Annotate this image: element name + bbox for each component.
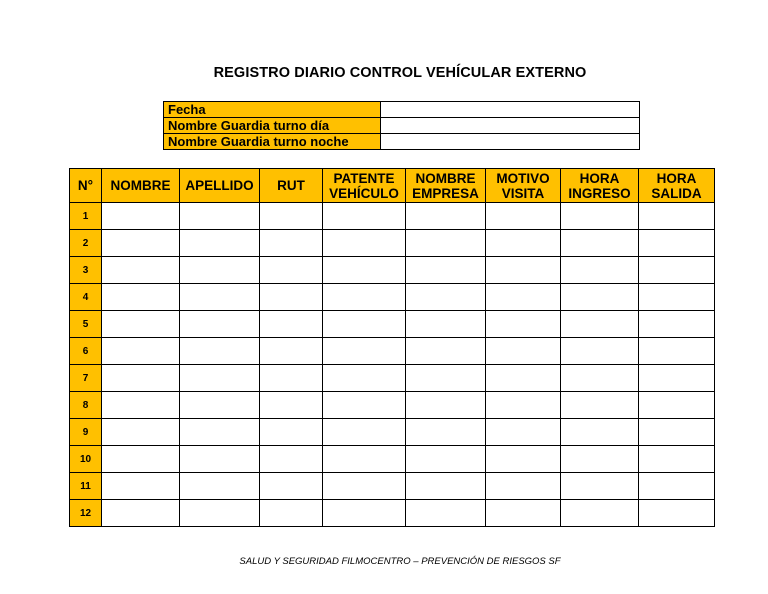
table-row: [70, 311, 715, 338]
cell-rut[interactable]: [260, 473, 323, 500]
table-row: [70, 446, 715, 473]
cell-empresa[interactable]: [406, 230, 486, 257]
cell-nombre[interactable]: [102, 365, 180, 392]
cell-empresa[interactable]: [406, 365, 486, 392]
header-nombre: NOMBRE: [102, 169, 180, 203]
cell-salida[interactable]: [639, 257, 715, 284]
row-number: 10: [70, 446, 102, 473]
guardia-noche-label: Nombre Guardia turno noche: [164, 134, 381, 150]
cell-rut[interactable]: [260, 338, 323, 365]
cell-patente[interactable]: [323, 230, 406, 257]
cell-ingreso[interactable]: [561, 365, 639, 392]
cell-rut[interactable]: [260, 365, 323, 392]
cell-ingreso[interactable]: [561, 230, 639, 257]
guardia-noche-field[interactable]: [381, 134, 640, 150]
cell-salida[interactable]: [639, 365, 715, 392]
cell-motivo[interactable]: [486, 203, 561, 230]
table-row: [70, 284, 715, 311]
header-patente-vehiculo: PATENTE VEHÍCULO: [323, 169, 406, 203]
table-row: [70, 473, 715, 500]
cell-rut[interactable]: [260, 203, 323, 230]
row-number: 4: [70, 284, 102, 311]
cell-motivo[interactable]: [486, 257, 561, 284]
cell-motivo[interactable]: [486, 500, 561, 527]
cell-patente[interactable]: [323, 392, 406, 419]
cell-salida[interactable]: [639, 446, 715, 473]
cell-apellido[interactable]: [180, 392, 260, 419]
cell-nombre[interactable]: [102, 284, 180, 311]
table-row: [70, 338, 715, 365]
cell-apellido[interactable]: [180, 203, 260, 230]
info-row-fecha: [164, 102, 640, 118]
row-number: 3: [70, 257, 102, 284]
cell-apellido[interactable]: [180, 257, 260, 284]
cell-nombre[interactable]: [102, 446, 180, 473]
cell-motivo[interactable]: [486, 284, 561, 311]
fecha-label: Fecha: [164, 102, 381, 118]
row-number: 5: [70, 311, 102, 338]
cell-ingreso[interactable]: [561, 473, 639, 500]
cell-nombre[interactable]: [102, 257, 180, 284]
cell-motivo[interactable]: [486, 311, 561, 338]
cell-apellido[interactable]: [180, 338, 260, 365]
cell-apellido[interactable]: [180, 230, 260, 257]
cell-rut[interactable]: [260, 284, 323, 311]
header-motivo-visita: MOTIVO VISITA: [486, 169, 561, 203]
cell-rut[interactable]: [260, 257, 323, 284]
cell-salida[interactable]: [639, 473, 715, 500]
header-rut: RUT: [260, 169, 323, 203]
info-table: [163, 101, 640, 150]
cell-patente[interactable]: [323, 473, 406, 500]
row-number: 1: [70, 203, 102, 230]
table-row: [70, 365, 715, 392]
cell-apellido[interactable]: [180, 365, 260, 392]
cell-ingreso[interactable]: [561, 311, 639, 338]
header-nombre-empresa: NOMBRE EMPRESA: [406, 169, 486, 203]
cell-ingreso[interactable]: [561, 203, 639, 230]
cell-ingreso[interactable]: [561, 338, 639, 365]
row-number: 6: [70, 338, 102, 365]
table-row: [70, 230, 715, 257]
fecha-field[interactable]: [381, 102, 640, 118]
cell-rut[interactable]: [260, 392, 323, 419]
cell-motivo[interactable]: [486, 446, 561, 473]
cell-ingreso[interactable]: [561, 500, 639, 527]
log-table-body: [70, 203, 715, 527]
cell-empresa[interactable]: [406, 257, 486, 284]
header-hora-ingreso: HORA INGRESO: [561, 169, 639, 203]
cell-motivo[interactable]: [486, 473, 561, 500]
cell-ingreso[interactable]: [561, 257, 639, 284]
info-row-guardia-noche: [164, 134, 640, 150]
cell-salida[interactable]: [639, 230, 715, 257]
cell-patente[interactable]: [323, 257, 406, 284]
cell-rut[interactable]: [260, 446, 323, 473]
cell-patente[interactable]: [323, 284, 406, 311]
cell-empresa[interactable]: [406, 311, 486, 338]
cell-patente[interactable]: [323, 419, 406, 446]
cell-rut[interactable]: [260, 311, 323, 338]
info-row-guardia-dia: [164, 118, 640, 134]
cell-salida[interactable]: [639, 203, 715, 230]
cell-nombre[interactable]: [102, 392, 180, 419]
cell-salida[interactable]: [639, 419, 715, 446]
cell-empresa[interactable]: [406, 446, 486, 473]
table-row: [70, 392, 715, 419]
cell-salida[interactable]: [639, 284, 715, 311]
cell-motivo[interactable]: [486, 230, 561, 257]
cell-nombre[interactable]: [102, 338, 180, 365]
cell-salida[interactable]: [639, 392, 715, 419]
row-number: 8: [70, 392, 102, 419]
document-title: REGISTRO DIARIO CONTROL VEHÍCULAR EXTERNO: [213, 65, 587, 81]
guardia-dia-label: Nombre Guardia turno día: [164, 118, 381, 134]
table-row: [70, 203, 715, 230]
guardia-dia-field[interactable]: [381, 118, 640, 134]
cell-motivo[interactable]: [486, 338, 561, 365]
vehicle-log-table: [69, 168, 715, 527]
cell-ingreso[interactable]: [561, 419, 639, 446]
cell-rut[interactable]: [260, 419, 323, 446]
table-row: [70, 500, 715, 527]
cell-patente[interactable]: [323, 500, 406, 527]
cell-ingreso[interactable]: [561, 392, 639, 419]
cell-empresa[interactable]: [406, 338, 486, 365]
document-footer: SALUD Y SEGURIDAD FILMOCENTRO – PREVENCIÓN DE RIESGOS SF: [239, 556, 561, 567]
row-number: 11: [70, 473, 102, 500]
cell-nombre[interactable]: [102, 419, 180, 446]
cell-nombre[interactable]: [102, 230, 180, 257]
cell-salida[interactable]: [639, 311, 715, 338]
cell-apellido[interactable]: [180, 446, 260, 473]
cell-apellido[interactable]: [180, 311, 260, 338]
cell-ingreso[interactable]: [561, 446, 639, 473]
row-number: 2: [70, 230, 102, 257]
row-number: 9: [70, 419, 102, 446]
cell-empresa[interactable]: [406, 500, 486, 527]
cell-patente[interactable]: [323, 338, 406, 365]
cell-empresa[interactable]: [406, 203, 486, 230]
cell-ingreso[interactable]: [561, 284, 639, 311]
cell-empresa[interactable]: [406, 392, 486, 419]
header-apellido: APELLIDO: [180, 169, 260, 203]
cell-rut[interactable]: [260, 230, 323, 257]
cell-rut[interactable]: [260, 500, 323, 527]
cell-empresa[interactable]: [406, 284, 486, 311]
cell-nombre[interactable]: [102, 500, 180, 527]
cell-motivo[interactable]: [486, 365, 561, 392]
table-row: [70, 419, 715, 446]
cell-nombre[interactable]: [102, 473, 180, 500]
header-row: [70, 169, 715, 203]
cell-patente[interactable]: [323, 365, 406, 392]
table-row: [70, 257, 715, 284]
cell-empresa[interactable]: [406, 419, 486, 446]
row-number: 7: [70, 365, 102, 392]
cell-salida[interactable]: [639, 500, 715, 527]
header-numero: N°: [70, 169, 102, 203]
cell-apellido[interactable]: [180, 500, 260, 527]
cell-apellido[interactable]: [180, 473, 260, 500]
cell-patente[interactable]: [323, 311, 406, 338]
row-number: 12: [70, 500, 102, 527]
header-hora-salida: HORA SALIDA: [639, 169, 715, 203]
cell-apellido[interactable]: [180, 419, 260, 446]
cell-motivo[interactable]: [486, 419, 561, 446]
cell-empresa[interactable]: [406, 473, 486, 500]
cell-salida[interactable]: [639, 338, 715, 365]
cell-nombre[interactable]: [102, 203, 180, 230]
cell-patente[interactable]: [323, 203, 406, 230]
cell-motivo[interactable]: [486, 392, 561, 419]
cell-patente[interactable]: [323, 446, 406, 473]
cell-nombre[interactable]: [102, 311, 180, 338]
cell-apellido[interactable]: [180, 284, 260, 311]
